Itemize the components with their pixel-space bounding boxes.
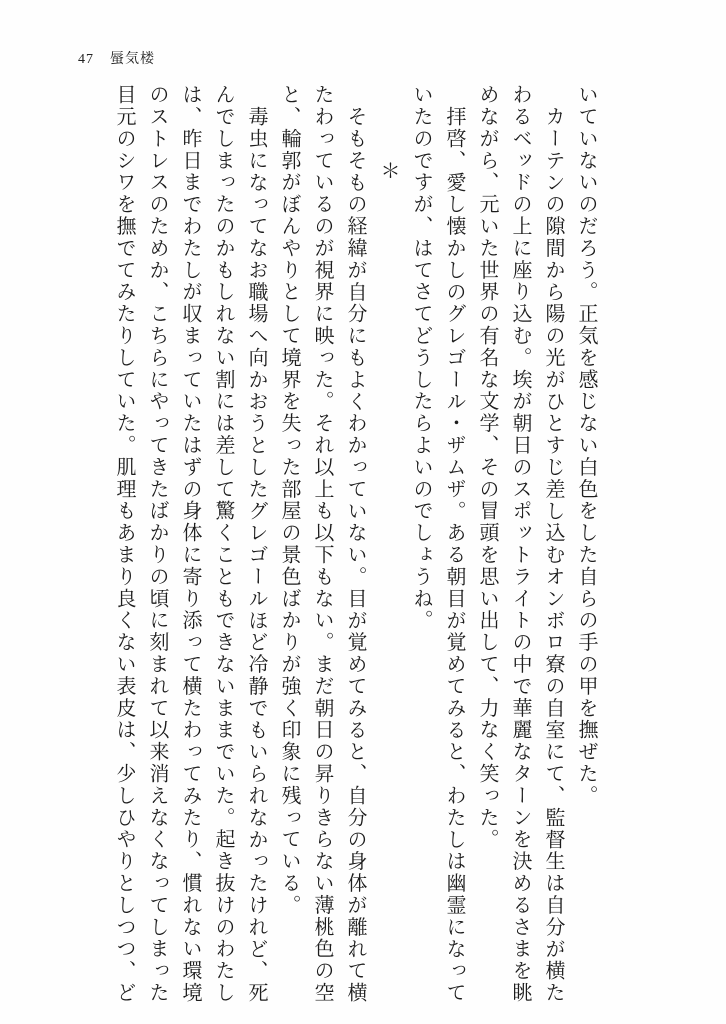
paragraph: カーテンの隙間から陽の光がひとすじ差し込むオンボロ寮の自室にて、監督生は自分が横たわるベッドの上に座り込む。埃が朝日のスポットライトの中で華麗なターンを決めるさまを眺めながら、元いた世界の有名な文学、その冒頭を思い出して、力なく笑った。 (476, 84, 564, 1004)
chapter-title: 蜃気楼 (110, 52, 155, 67)
paragraph: 毒虫になってなお職場へ向かおうとしたグレゴールほど冷静でもいられなかったけれど、死んでしまったのかもしれない割には差して驚くこともできないままでいた。起き抜けのわたしは、昨日までわたしが収まっていたはずの身体に寄り添って横たわってみたり、慣れない環境のストレスのためか、こちらにやってきたばかりの頃に刻まれて以来消えなくなってしまった目元のシワを撫でてみたりしていた。肌理もあまり良くない表皮は、少しひやりとしつつ、ど (113, 84, 267, 1004)
section-separator: ＊ (377, 160, 399, 182)
page-header (78, 48, 155, 68)
paragraph: そもそもの経緯が自分にもよくわかっていない。目が覚めてみると、自分の身体が離れて横たわっているのが視界に映った。それ以上も以下もない。まだ朝日の昇りきらない薄桃色の空と、輪郭がぼんやりとして境界を失った部屋の景色ばかりが強く印象に残っている。 (278, 84, 366, 1004)
paragraph: 拝啓、愛し懐かしのグレゴール・ザムザ。ある朝目が覚めてみると、わたしは幽霊になっていたのですが、はてさてどうしたらよいのでしょうね。 (410, 84, 465, 1004)
page-number: 47 (78, 52, 94, 67)
paragraph-continuation: いていないのだろう。正気を感じない白色をした自らの手の甲を撫ぜた。 (575, 84, 597, 807)
vertical-text-block (107, 84, 602, 1006)
